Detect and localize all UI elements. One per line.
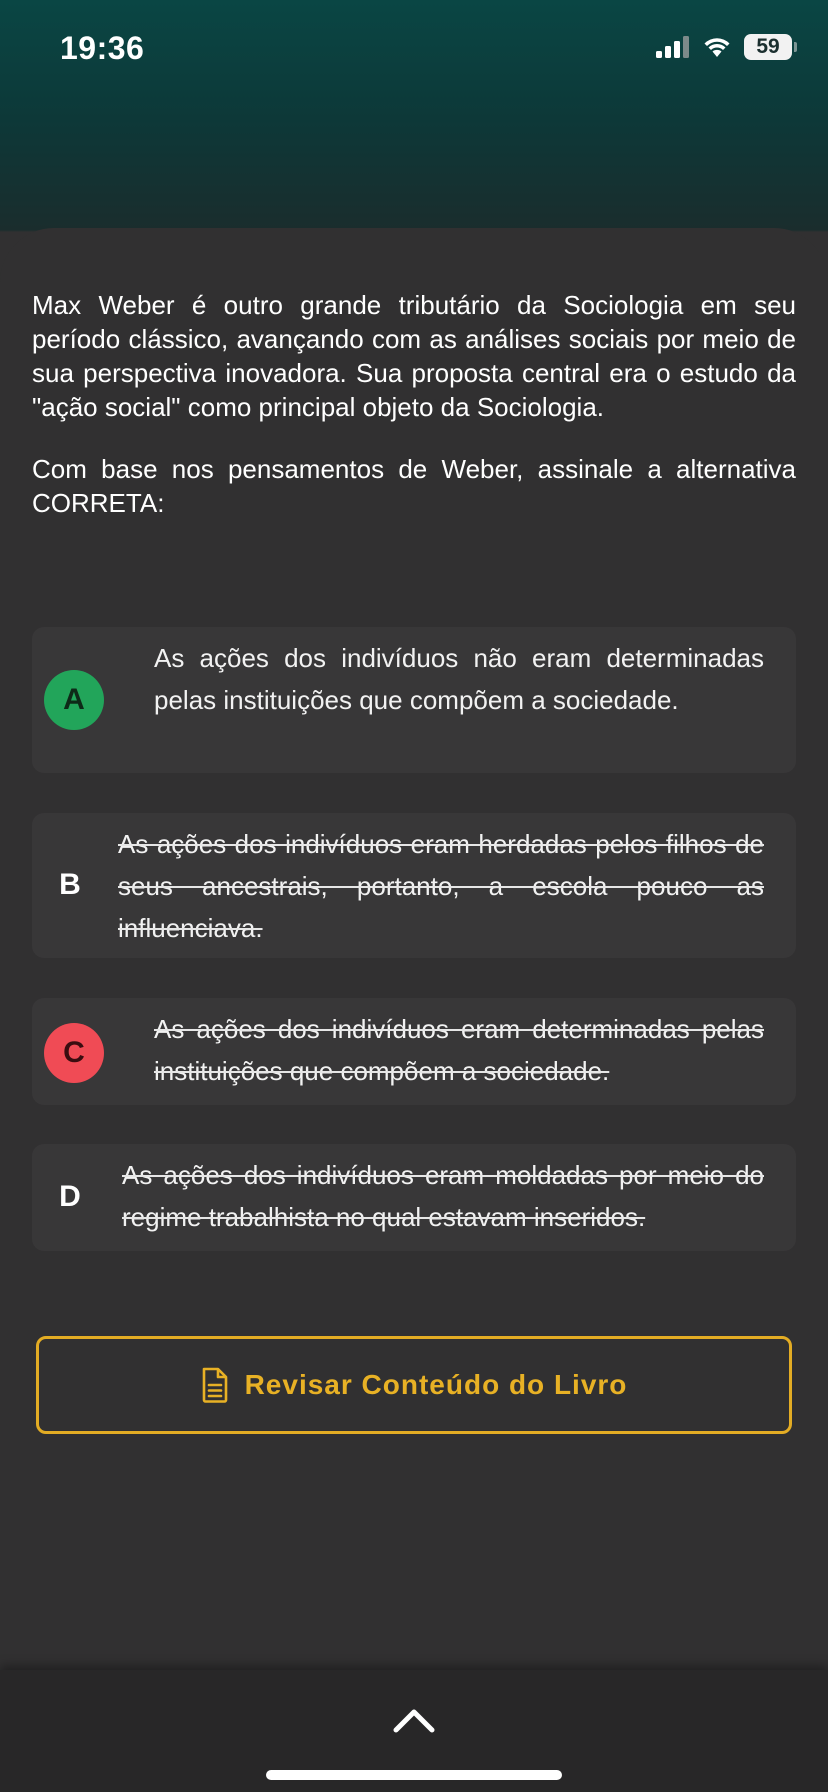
battery-level: 59 <box>756 35 780 58</box>
option-d[interactable] <box>32 1144 796 1251</box>
question-paragraph-1: Max Weber é outro grande tributário da Sociologia em seu período clássico, avançando com as análises sociais por meio de sua perspectiva inovadora. Sua proposta central era o estudo da "ação social" como principal objeto da Sociologia. <box>32 290 796 422</box>
bottom-bar <box>0 1670 828 1792</box>
option-d-text: As ações dos indivíduos eram moldadas por meio do regime trabalhista no qual estavam inseridos. <box>122 1160 764 1232</box>
option-c-letter: C <box>44 1023 104 1083</box>
option-b-text: As ações dos indivíduos eram herdadas pelos filhos de seus ancestrais, portanto, a escola pouco as influenciava. <box>118 829 764 943</box>
option-c-text: As ações dos indivíduos eram determinadas pelas instituições que compõem a sociedade. <box>154 1014 764 1086</box>
option-c[interactable] <box>32 998 796 1105</box>
home-indicator[interactable] <box>266 1770 562 1780</box>
option-a-text: As ações dos indivíduos não eram determinadas pelas instituições que compõem a sociedade. <box>154 643 764 715</box>
wifi-icon <box>702 36 732 58</box>
question-card <box>0 228 828 1668</box>
battery-icon <box>744 34 792 60</box>
option-a[interactable] <box>32 627 796 773</box>
option-a-letter: A <box>44 670 104 730</box>
option-b-letter: B <box>59 868 81 901</box>
document-icon <box>201 1367 229 1403</box>
status-bar <box>0 0 828 100</box>
review-book-content-button[interactable] <box>36 1336 792 1434</box>
status-icons <box>656 34 792 60</box>
question-paragraph-2: Com base nos pensamentos de Weber, assinale a alternativa CORRETA: <box>32 454 796 518</box>
chevron-up-icon[interactable] <box>392 1706 436 1734</box>
status-time: 19:36 <box>60 30 145 66</box>
signal-icon <box>656 36 690 58</box>
option-b[interactable] <box>32 813 796 958</box>
option-d-letter: D <box>59 1180 81 1213</box>
question-text <box>32 288 796 548</box>
review-button-label: Revisar Conteúdo do Livro <box>244 1369 628 1400</box>
